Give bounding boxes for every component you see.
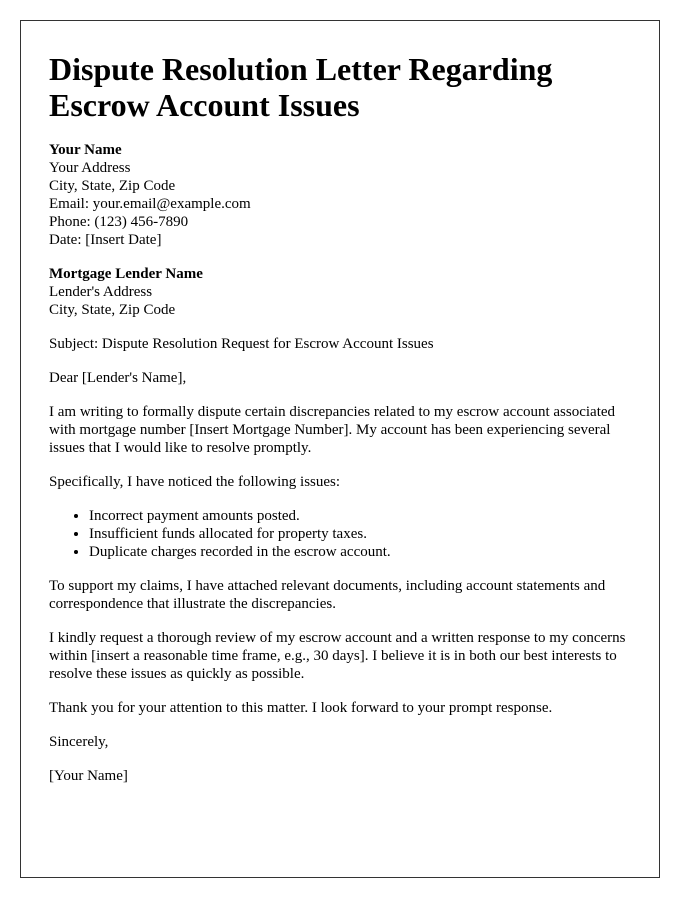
signature: [Your Name] — [49, 768, 128, 784]
request-paragraph: I kindly request a thorough review of my escrow account and a written response to my concerns within [insert a reasonable time frame, e.g., 30 days]. I believe it is in both our best interests to resolve these issues as quickly as possible. — [49, 630, 626, 682]
salutation: Dear [Lender's Name], — [49, 370, 187, 386]
intro-paragraph: I am writing to formally dispute certain discrepancies related to my escrow account associated with mortgage number [Insert Mortgage Number]. My account has been experiencing several issues that I would like to resolve promptly. — [49, 404, 616, 456]
sender-block — [49, 141, 631, 249]
recipient-address: Lender's Address — [49, 284, 153, 300]
thanks-paragraph: Thank you for your attention to this matter. I look forward to your prompt response. — [49, 700, 553, 716]
sender-email: Email: your.email@example.com — [49, 196, 251, 212]
support-paragraph: To support my claims, I have attached relevant documents, including account statements and correspondence that illustrate the discrepancies. — [49, 578, 606, 612]
issues-list — [49, 507, 631, 561]
closing: Sincerely, — [49, 734, 109, 750]
recipient-block — [49, 265, 631, 319]
recipient-city: City, State, Zip Code — [49, 302, 176, 318]
sender-phone: Phone: (123) 456-7890 — [49, 214, 189, 230]
recipient-name: Mortgage Lender Name — [49, 266, 203, 282]
issues-intro-paragraph: Specifically, I have noticed the following issues: — [49, 474, 341, 490]
list-item: • Incorrect payment amounts posted. — [89, 507, 631, 525]
list-item: • Insufficient funds allocated for property taxes. — [89, 525, 631, 543]
sender-address: Your Address — [49, 160, 131, 176]
list-item: • Duplicate charges recorded in the escrow account. — [89, 543, 631, 561]
letter-page — [20, 20, 660, 878]
letter-title: Dispute Resolution Letter Regarding Escrow Account Issues — [49, 51, 553, 123]
subject-line: Subject: Dispute Resolution Request for Escrow Account Issues — [49, 336, 434, 352]
letter-date: Date: [Insert Date] — [49, 232, 162, 248]
sender-city: City, State, Zip Code — [49, 178, 176, 194]
sender-name: Your Name — [49, 142, 122, 158]
